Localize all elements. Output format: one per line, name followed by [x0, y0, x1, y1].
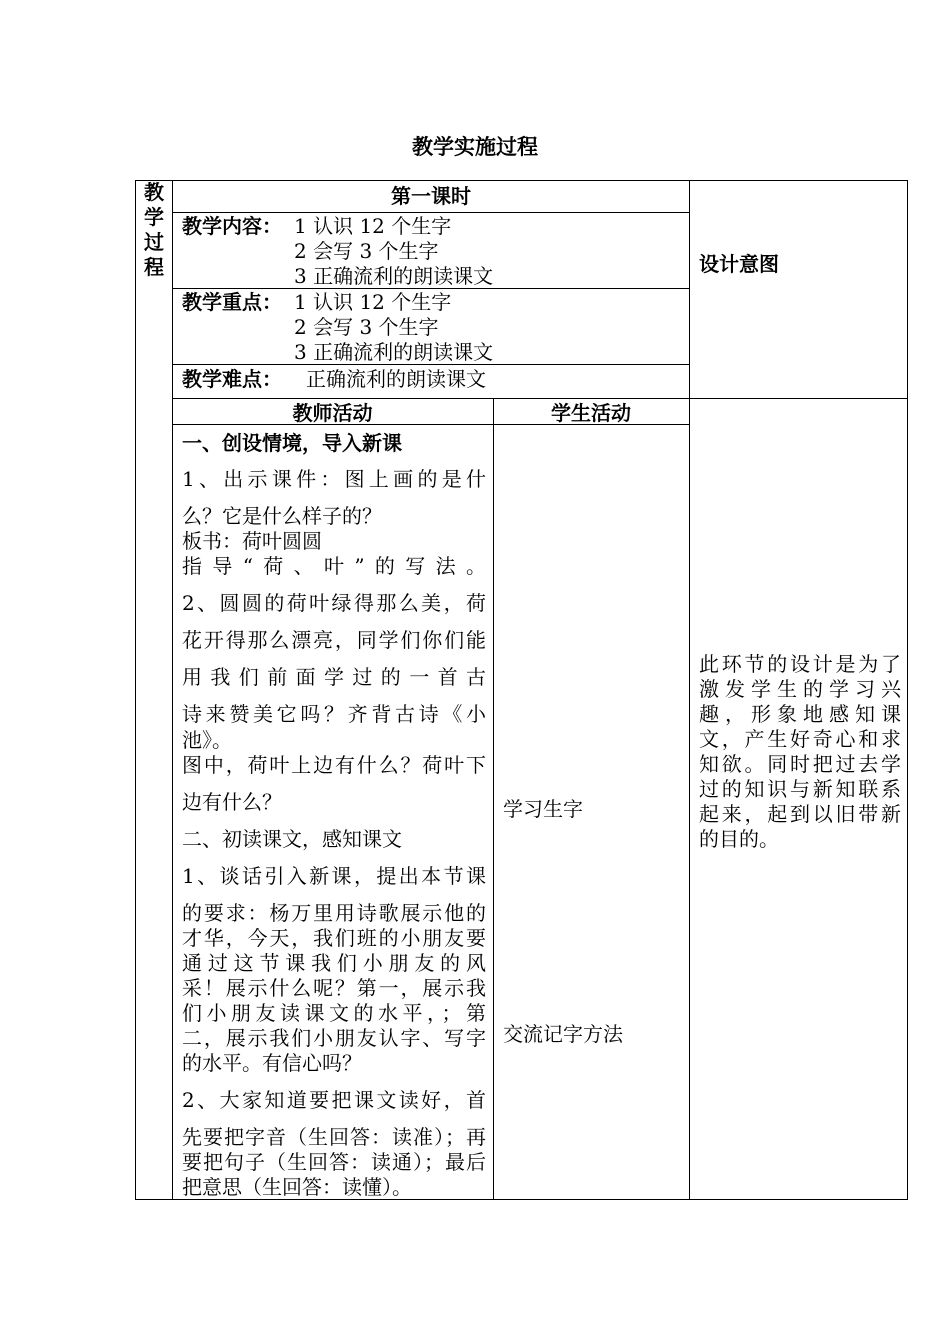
- row-divider-difficulty: [172, 398, 908, 399]
- content-item: 2 会写 3 个生字: [294, 239, 439, 263]
- teacher-line: 边有什么？: [182, 790, 282, 814]
- teacher-line: 要把句子（生回答：读通）；最后: [182, 1150, 486, 1174]
- teacher-line: 1、谈话引入新课，提出本节课: [182, 864, 486, 888]
- side-header-char: 教: [144, 180, 164, 204]
- teacher-line: 指导“荷、叶”的写法。: [182, 554, 486, 578]
- teacher-student-divider: [493, 398, 494, 1200]
- intent-column-divider: [689, 180, 690, 1200]
- teacher-line: 2、圆圆的荷叶绿得那么美，荷: [182, 591, 486, 615]
- difficulty-label: 教学难点：: [182, 367, 282, 391]
- side-header-char: 学: [144, 205, 164, 229]
- teacher-line: 图中，荷叶上边有什么？荷叶下: [182, 753, 486, 777]
- design-intent-line: 文，产生好奇心和求: [699, 727, 901, 751]
- focus-item: 3 正确流利的朗读课文: [294, 340, 494, 364]
- teacher-line: 们小朋友读课文的水平，；第: [182, 1001, 486, 1025]
- table-border-left: [135, 180, 136, 1200]
- design-intent-line: 的目的。: [699, 827, 779, 851]
- teacher-activity-header: 教师活动: [292, 401, 373, 425]
- side-header-char: 程: [144, 255, 164, 279]
- teacher-line: 池》。: [182, 728, 232, 752]
- student-activity: 交流记字方法: [503, 1022, 623, 1046]
- lesson-title: 第一课时: [391, 184, 471, 208]
- design-intent-line: 过的知识与新知联系: [699, 777, 901, 801]
- teacher-line: 的水平。有信心吗？: [182, 1051, 362, 1075]
- teacher-line: 用我们前面学过的一首古: [182, 665, 486, 689]
- teacher-line: 2、大家知道要把课文读好，首: [182, 1088, 486, 1112]
- teacher-line: 才华，今天，我们班的小朋友要: [182, 926, 486, 950]
- table-border-top: [135, 180, 908, 181]
- design-intent-text: [699, 652, 901, 852]
- teacher-line: 二、初读课文，感知课文: [182, 827, 402, 851]
- teacher-line: 诗来赞美它吗？齐背古诗《小: [182, 702, 486, 726]
- table-border-right: [907, 180, 908, 1200]
- student-activity: 学习生字: [503, 797, 583, 821]
- row-divider-lesson: [172, 212, 690, 213]
- focus-label: 教学重点：: [182, 290, 282, 314]
- teacher-line: 把意思（生回答：读懂）。: [182, 1175, 412, 1199]
- design-intent-header: 设计意图: [699, 252, 779, 276]
- focus-item: 1 认识 12 个生字: [294, 290, 452, 314]
- teacher-line: 1、出示课件：图上画的是什: [182, 467, 486, 491]
- teacher-line: 采！展示什么呢？第一，展示我: [182, 976, 486, 1000]
- content-item: 3 正确流利的朗读课文: [294, 264, 494, 288]
- teacher-line: 一、创设情境，导入新课: [182, 431, 402, 455]
- content-label: 教学内容：: [182, 214, 282, 238]
- side-column-divider: [172, 180, 173, 1200]
- focus-item: 2 会写 3 个生字: [294, 315, 439, 339]
- student-activity-header: 学生活动: [551, 401, 631, 425]
- design-intent-line: 起来，起到以旧带新: [699, 802, 901, 826]
- teacher-line: 通过这节课我们小朋友的风: [182, 951, 486, 975]
- design-intent-line: 知欲。同时把过去学: [699, 752, 901, 776]
- content-item: 1 认识 12 个生字: [294, 214, 452, 238]
- page-title: 教学实施过程: [412, 135, 538, 159]
- difficulty-text: 正确流利的朗读课文: [306, 367, 486, 391]
- teacher-line: 先要把字音（生回答：读准）；再: [182, 1125, 486, 1149]
- teacher-line: 的要求：杨万里用诗歌展示他的: [182, 901, 486, 925]
- side-header-char: 过: [144, 230, 164, 254]
- side-header: [136, 180, 172, 280]
- teacher-line: 么？它是什么样子的？: [182, 504, 382, 528]
- design-intent-line: 趣，形象地感知课: [699, 702, 901, 726]
- design-intent-line: 激发学生的学习兴: [699, 677, 901, 701]
- teacher-line: 板书：荷叶圆圆: [182, 529, 322, 553]
- teacher-line: 花开得那么漂亮，同学们你们能: [182, 628, 486, 652]
- design-intent-line: 此环节的设计是为了: [699, 652, 901, 676]
- teacher-line: 二，展示我们小朋友认字、写字: [182, 1026, 486, 1050]
